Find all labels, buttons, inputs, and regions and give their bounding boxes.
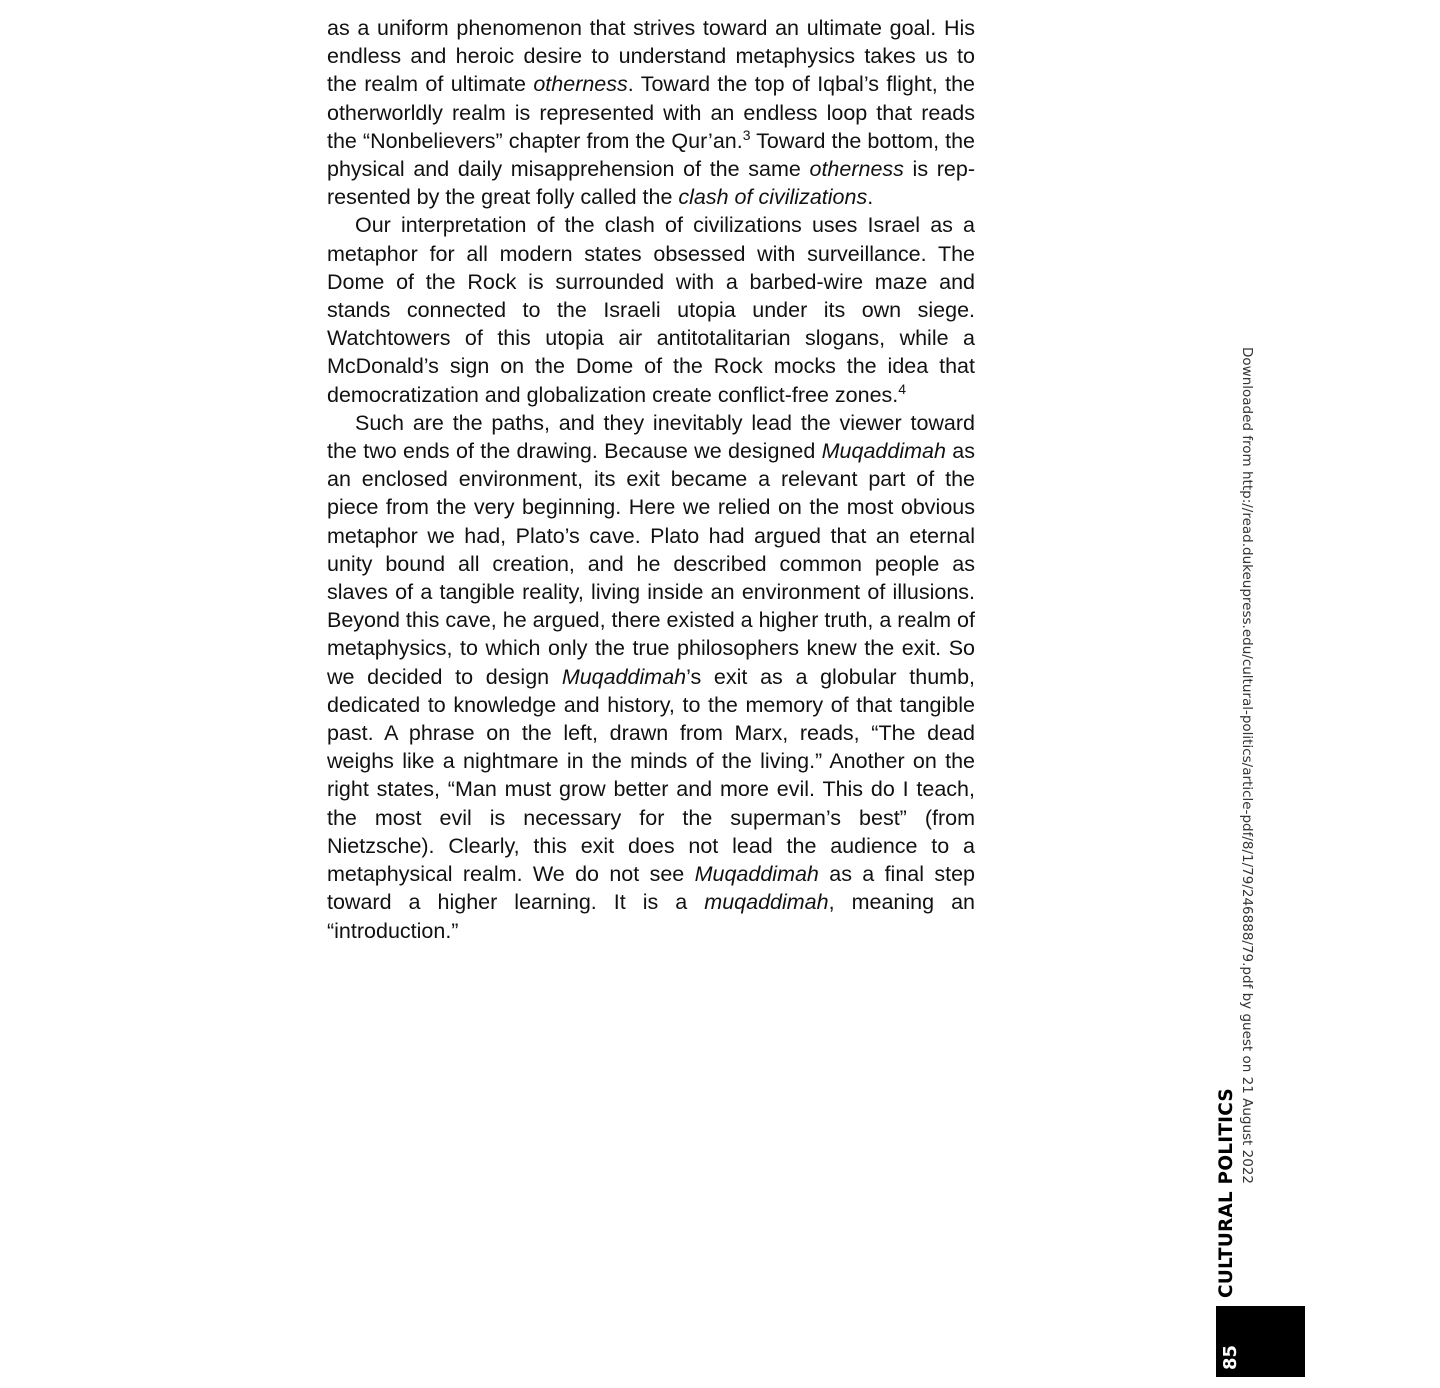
- text-run: , meaning an “introduction.”: [327, 890, 975, 943]
- italic-run: otherness: [533, 72, 628, 97]
- paragraph-3: [327, 409, 975, 945]
- text-run: as an enclosed environment, its exit became a relevant part of the piece from the very beginning. Here we relied on the most obvious metaphor we had, Plato’s cave. Plato had argued that an eternal unity bound all creation, and he described common people as slaves of a tangible reality, living inside an environment of illusions. Beyond this cave, he argued, there existed a higher truth, a realm of metaphysics, to which only the true philosophers knew the exit. So we decided to design: [327, 439, 975, 689]
- article-body: [327, 14, 975, 945]
- text-run: Toward the bottom, the physical and daily misapprehension of the same: [327, 128, 976, 182]
- italic-run: Muqaddimah: [694, 862, 819, 887]
- footnote-ref: 3: [742, 126, 751, 143]
- text-run: as a final step toward a higher learning. It is a: [327, 862, 975, 915]
- text-run: as a uniform phenomenon that strives toward an ultimate goal. His endless and heroic desire to understand metaphysics takes us to the realm of ultimate: [327, 16, 975, 97]
- paragraph-1: [327, 14, 975, 211]
- text-run: Such are the paths, and they inevitably lead the viewer toward the two ends of the drawing. Because we designed: [327, 410, 975, 464]
- italic-run: clash of civilizations: [678, 185, 868, 210]
- text-run: ’s exit as a globular thumb, dedicated to knowledge and history, to the memory of that tangible past. A phrase on the left, drawn from Marx, reads, “The dead weighs like a nightmare in the minds of the living.” Another on the right states, “Man must grow better and more evil. This do I teach, the most evil is necessary for the superman’s best” (from Nietzsche). Clearly, this exit does not lead the audience to a metaphysical realm. We do not see: [327, 664, 975, 887]
- text-run: .: [867, 185, 874, 210]
- download-notice: Downloaded from http://read.dukeupress.edu/cultural-politics/article-pdf/8/1/79/246888/79.pdf by guest on 21 August 2022: [1239, 347, 1255, 1184]
- italic-run: Muqaddimah: [821, 439, 946, 464]
- italic-run: otherness: [809, 157, 904, 182]
- journal-title: CULTURAL POLITICS: [1216, 1088, 1237, 1298]
- italic-run: muqaddimah: [704, 890, 829, 915]
- text-run: . Toward the top of Iqbal’s flight, the otherworldly realm is represented with an endless loop that reads the “Nonbelievers” chapter from the Qur’an.: [327, 72, 975, 153]
- paragraph-2: [327, 211, 975, 408]
- footnote-ref: 4: [898, 380, 907, 397]
- page-number: 85: [1220, 1344, 1241, 1370]
- italic-run: Muqaddimah: [561, 664, 687, 689]
- text-run: is represented by the great folly called the: [327, 157, 975, 210]
- text-run: Our interpretation of the clash of civilizations uses Israel as a metaphor for all modern states obsessed with surveillance. The Dome of the Rock is surrounded with a barbed-wire maze and stands connected to the Israeli utopia under its own siege. Watchtowers of this utopia air antitotalitarian slogans, while a McDonald’s sign on the Dome of the Rock mocks the idea that democratization and globalization create conflict-free zones.: [327, 213, 975, 407]
